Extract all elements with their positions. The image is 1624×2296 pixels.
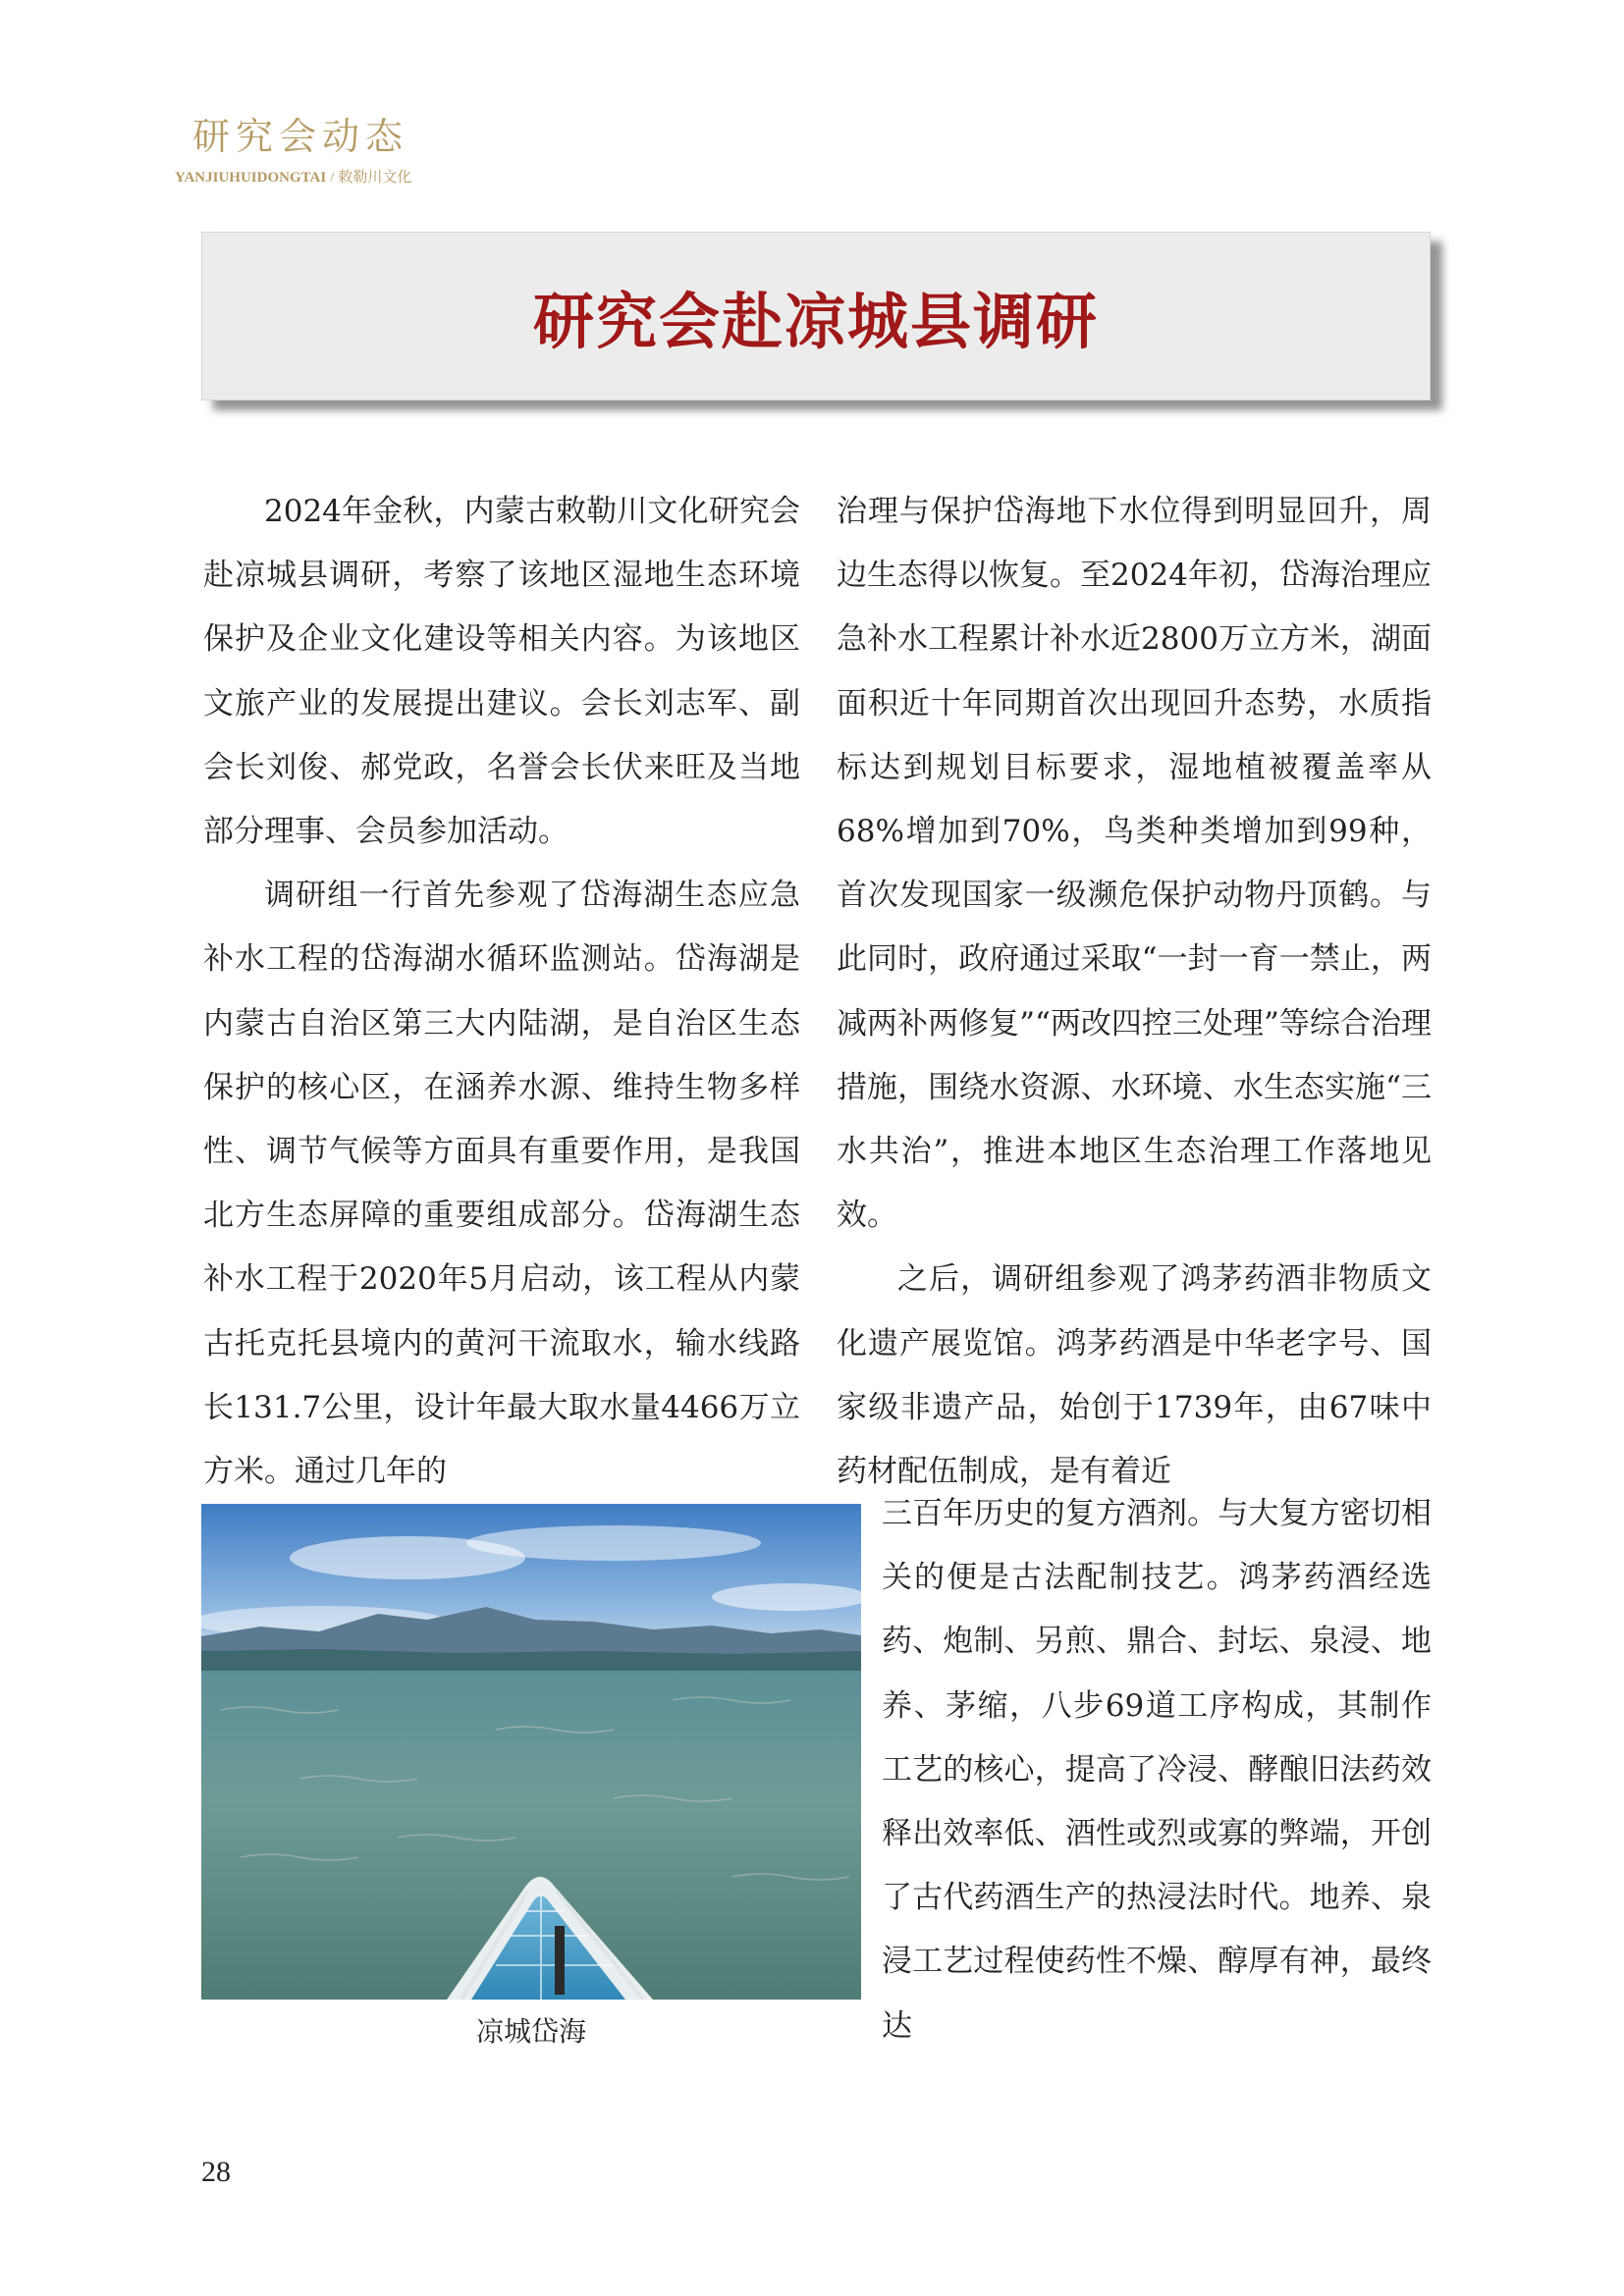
section-title: 研究会动态 [192, 115, 409, 158]
right-column-bottom [882, 1482, 1432, 2058]
photo-caption: 凉城岱海 [475, 2015, 586, 2048]
paragraph-daihai-continued: 治理与保护岱海地下水位得到明显回升，周边生态得以恢复。至2024年初，岱海治理应急补水工程累计补水近2800万立方米，湖面面积近十年同期首次出现回升态势，水质指标达到规划目标要求，湿地植被覆盖率从68%增加到70%，鸟类种类增加到99种，首次发现国家一级濒危保护动物丹顶鹤。与此同时，政府通过采取“一封一育一禁止，两减两补两修复”“两改四控三处理”等综合治理措施，围绕水资源、水环境、水生态实施“三水共治”，推进本地区生态治理工作落地见效。 [837, 494, 1432, 1234]
article-title-box [201, 232, 1431, 400]
publication-name: 敕勒川文化 [338, 170, 412, 186]
left-column [203, 480, 800, 1504]
paragraph-daihai: 调研组一行首先参观了岱海湖生态应急补水工程的岱海湖水循环监测站。岱海湖是内蒙古自治区第三大内陆湖，是自治区生态保护的核心区，在涵养水源、维持生物多样性、调节气候等方面具有重要作用，是我国北方生态屏障的重要组成部分。岱海湖生态补水工程于2020年5月启动，该工程从内蒙古托克托县境内的黄河干流取水，输水线路长131.7公里，设计年最大取水量4466万立方米。通过几年的 [203, 878, 800, 1490]
lake-photo [201, 1504, 861, 2000]
section-pinyin: YANJIUHUIDONGTAI [175, 170, 327, 186]
right-column-top [837, 480, 1432, 1504]
section-separator: / [330, 170, 335, 186]
paragraph-intro: 2024年金秋，内蒙古敕勒川文化研究会赴凉城县调研，考察了该地区湿地生态环境保护及企业文化建设等相关内容。为该地区文旅产业的发展提出建议。会长刘志军、副会长刘俊、郝党政，名誉会长伏来旺及当地部分理事、会员参加活动。 [203, 494, 800, 850]
article-title: 研究会赴凉城县调研 [532, 285, 1099, 357]
section-subtitle [175, 171, 411, 186]
paragraph-hongmao: 之后，调研组参观了鸿茅药酒非物质文化遗产展览馆。鸿茅药酒是中华老字号、国家级非遗产品，始创于1739年，由67味中药材配伍制成，是有着近 [837, 1261, 1432, 1490]
page-number: 28 [201, 2156, 231, 2188]
paragraph-hongmao-continued: 三百年历史的复方酒剂。与大复方密切相关的便是古法配制技艺。鸿茅药酒经选药、炮制、另煎、鼎合、封坛、泉浸、地养、茅缩，八步69道工序构成，其制作工艺的核心，提高了冷浸、酵酿旧法药效释出效率低、酒性或烈或寡的弊端，开创了古代药酒生产的热浸法时代。地养、泉浸工艺过程使药性不燥、醇厚有神，最终达 [882, 1496, 1432, 2044]
